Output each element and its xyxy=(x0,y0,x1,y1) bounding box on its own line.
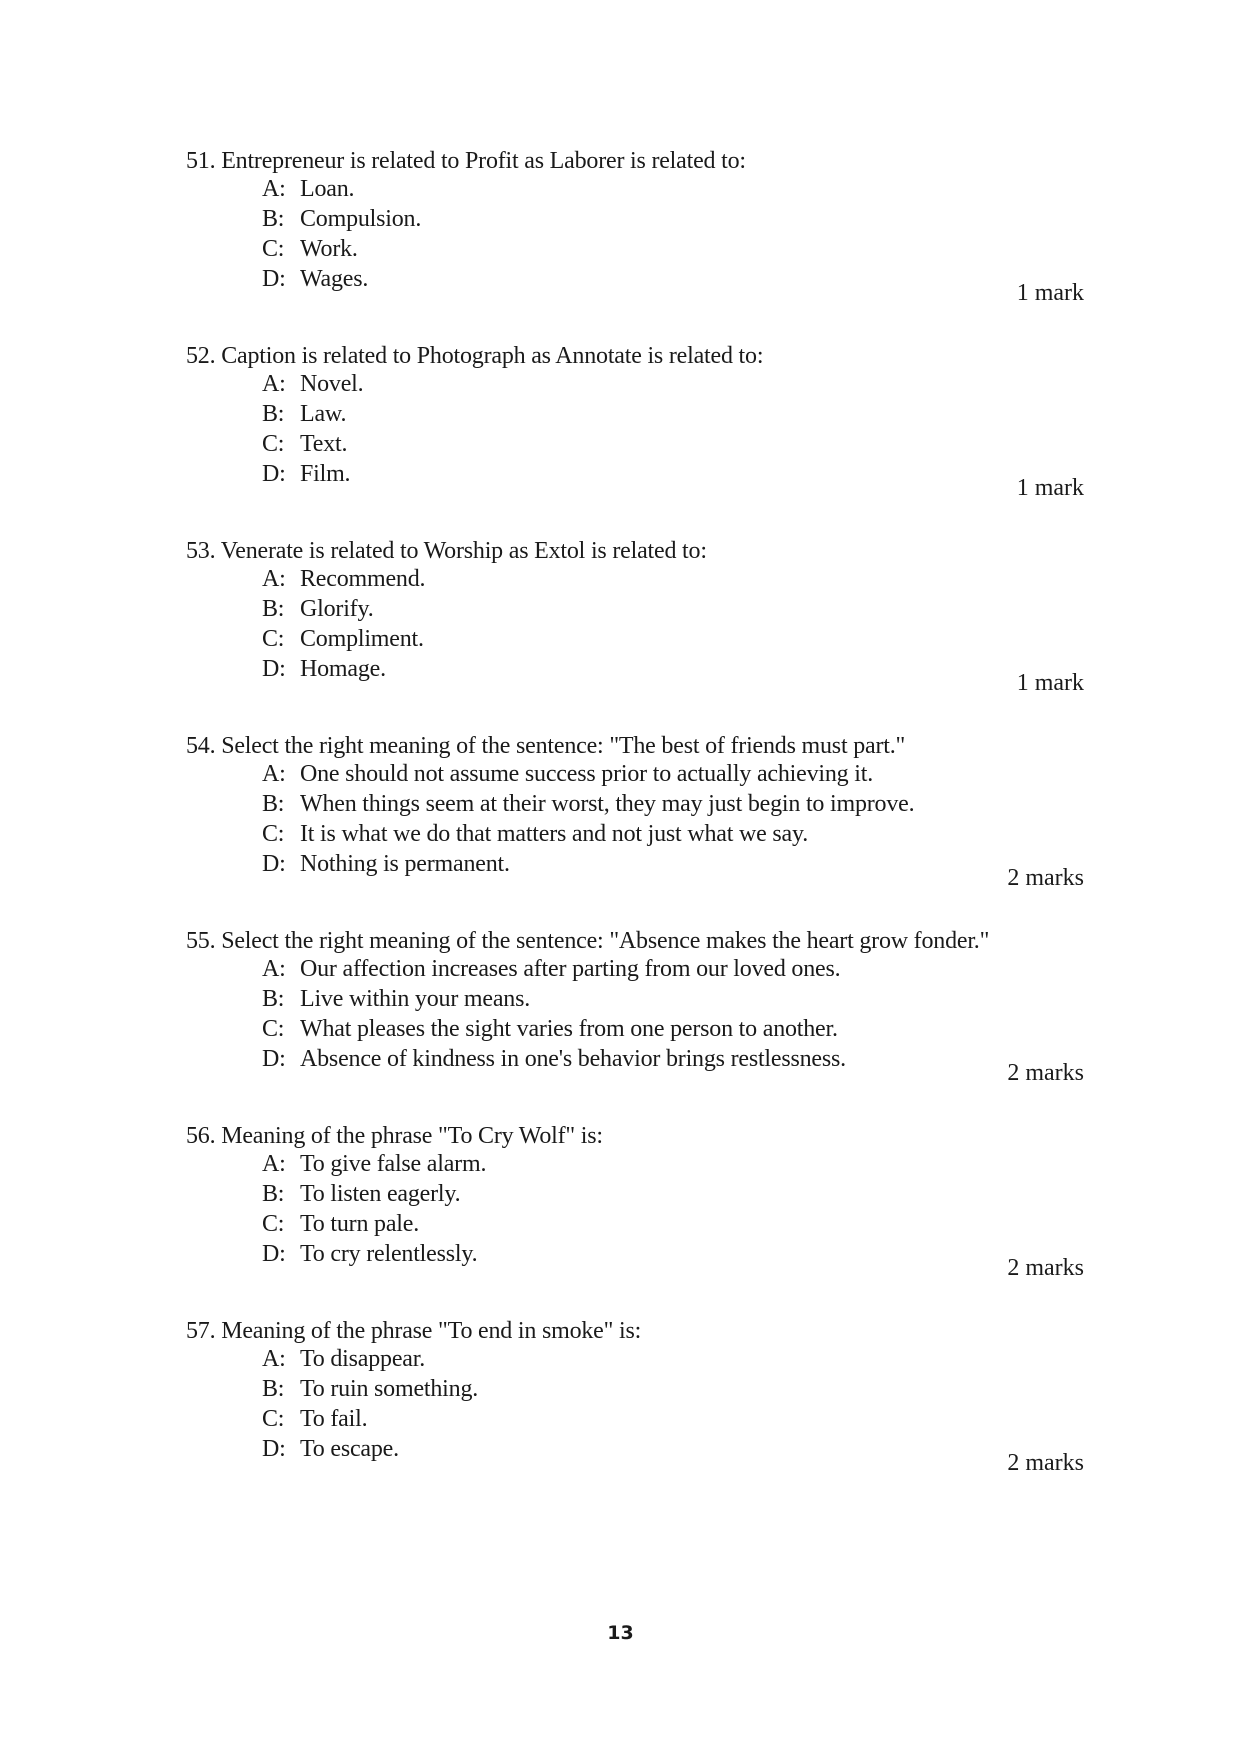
question-stem: 52. Caption is related to Photograph as Annotate is related to: xyxy=(186,343,764,369)
option-text: Law. xyxy=(300,401,347,427)
option-letter: C: xyxy=(262,626,285,652)
option-letter: C: xyxy=(262,236,285,262)
answer-option xyxy=(262,429,347,459)
option-text: Live within your means. xyxy=(300,986,531,1012)
option-letter: C: xyxy=(262,821,285,847)
option-text: What pleases the sight varies from one person to another. xyxy=(300,1016,838,1042)
option-text: One should not assume success prior to actually achieving it. xyxy=(300,761,873,787)
option-letter: D: xyxy=(262,851,286,877)
option-text: When things seem at their worst, they may just begin to improve. xyxy=(300,791,915,817)
option-text: Homage. xyxy=(300,656,386,682)
answer-option xyxy=(262,459,350,489)
answer-option xyxy=(262,954,840,984)
option-letter: B: xyxy=(262,791,285,817)
answer-option xyxy=(262,1374,478,1404)
option-text: Work. xyxy=(300,236,358,262)
option-letter: C: xyxy=(262,1211,285,1237)
answer-option xyxy=(262,1014,838,1044)
question-stem: 51. Entrepreneur is related to Profit as Laborer is related to: xyxy=(186,148,746,174)
option-text: To fail. xyxy=(300,1406,368,1432)
answer-option xyxy=(262,984,530,1014)
answer-option xyxy=(262,1434,399,1464)
option-letter: A: xyxy=(262,566,286,592)
answer-option xyxy=(262,819,808,849)
option-letter: D: xyxy=(262,266,286,292)
question-52 xyxy=(0,341,1241,541)
question-stem: 55. Select the right meaning of the sentence: "Absence makes the heart grow fonder." xyxy=(186,928,990,954)
option-letter: B: xyxy=(262,1376,285,1402)
option-text: To give false alarm. xyxy=(300,1151,487,1177)
option-letter: D: xyxy=(262,1436,286,1462)
option-letter: D: xyxy=(262,656,286,682)
option-text: Recommend. xyxy=(300,566,426,592)
option-letter: B: xyxy=(262,596,285,622)
answer-option xyxy=(262,594,374,624)
marks-label: 1 mark xyxy=(1016,670,1084,696)
option-text: Novel. xyxy=(300,371,364,397)
option-text: Text. xyxy=(300,431,348,457)
answer-option xyxy=(262,234,358,264)
option-letter: C: xyxy=(262,431,285,457)
answer-option xyxy=(262,759,873,789)
option-text: To turn pale. xyxy=(300,1211,420,1237)
answer-option xyxy=(262,1179,460,1209)
marks-label: 1 mark xyxy=(1016,280,1084,306)
option-letter: C: xyxy=(262,1016,285,1042)
option-text: It is what we do that matters and not just what we say. xyxy=(300,821,809,847)
option-letter: D: xyxy=(262,1046,286,1072)
answer-option xyxy=(262,564,425,594)
option-text: Wages. xyxy=(300,266,369,292)
option-letter: B: xyxy=(262,206,285,232)
question-stem: 54. Select the right meaning of the sentence: "The best of friends must part." xyxy=(186,733,906,759)
answer-option xyxy=(262,1209,419,1239)
question-56 xyxy=(0,1121,1241,1321)
option-text: Glorify. xyxy=(300,596,374,622)
answer-option xyxy=(262,1404,367,1434)
option-text: To cry relentlessly. xyxy=(300,1241,478,1267)
question-54 xyxy=(0,731,1241,931)
answer-option xyxy=(262,369,363,399)
option-text: To listen eagerly. xyxy=(300,1181,461,1207)
option-text: To disappear. xyxy=(300,1346,426,1372)
marks-label: 2 marks xyxy=(1007,1060,1084,1086)
question-53 xyxy=(0,536,1241,736)
question-51 xyxy=(0,146,1241,346)
answer-option xyxy=(262,264,368,294)
answer-option xyxy=(262,789,914,819)
option-text: To ruin something. xyxy=(300,1376,479,1402)
question-stem: 53. Venerate is related to Worship as Extol is related to: xyxy=(186,538,707,564)
answer-option xyxy=(262,849,510,879)
marks-label: 2 marks xyxy=(1007,1255,1084,1281)
answer-option xyxy=(262,1044,846,1074)
answer-option xyxy=(262,1149,486,1179)
option-letter: A: xyxy=(262,1346,286,1372)
answer-option xyxy=(262,399,346,429)
answer-option xyxy=(262,174,354,204)
marks-label: 2 marks xyxy=(1007,1450,1084,1476)
question-stem: 57. Meaning of the phrase "To end in smoke" is: xyxy=(186,1318,642,1344)
option-text: Our affection increases after parting from our loved ones. xyxy=(300,956,841,982)
answer-option xyxy=(262,654,386,684)
answer-option xyxy=(262,624,424,654)
question-55 xyxy=(0,926,1241,1126)
option-letter: D: xyxy=(262,1241,286,1267)
option-letter: C: xyxy=(262,1406,285,1432)
option-letter: A: xyxy=(262,176,286,202)
option-text: Compliment. xyxy=(300,626,424,652)
marks-label: 2 marks xyxy=(1007,865,1084,891)
marks-label: 1 mark xyxy=(1016,475,1084,501)
option-text: Loan. xyxy=(300,176,355,202)
option-text: Compulsion. xyxy=(300,206,422,232)
answer-option xyxy=(262,204,421,234)
option-letter: B: xyxy=(262,1181,285,1207)
option-letter: B: xyxy=(262,401,285,427)
option-text: Film. xyxy=(300,461,351,487)
page-number: 13 xyxy=(607,1622,634,1644)
option-letter: B: xyxy=(262,986,285,1012)
answer-option xyxy=(262,1344,425,1374)
question-57 xyxy=(0,1316,1241,1516)
option-text: Absence of kindness in one's behavior brings restlessness. xyxy=(300,1046,846,1072)
option-letter: A: xyxy=(262,956,286,982)
option-letter: D: xyxy=(262,461,286,487)
option-letter: A: xyxy=(262,761,286,787)
option-letter: A: xyxy=(262,1151,286,1177)
answer-option xyxy=(262,1239,477,1269)
option-letter: A: xyxy=(262,371,286,397)
option-text: To escape. xyxy=(300,1436,399,1462)
question-stem: 56. Meaning of the phrase "To Cry Wolf" is: xyxy=(186,1123,603,1149)
option-text: Nothing is permanent. xyxy=(300,851,510,877)
